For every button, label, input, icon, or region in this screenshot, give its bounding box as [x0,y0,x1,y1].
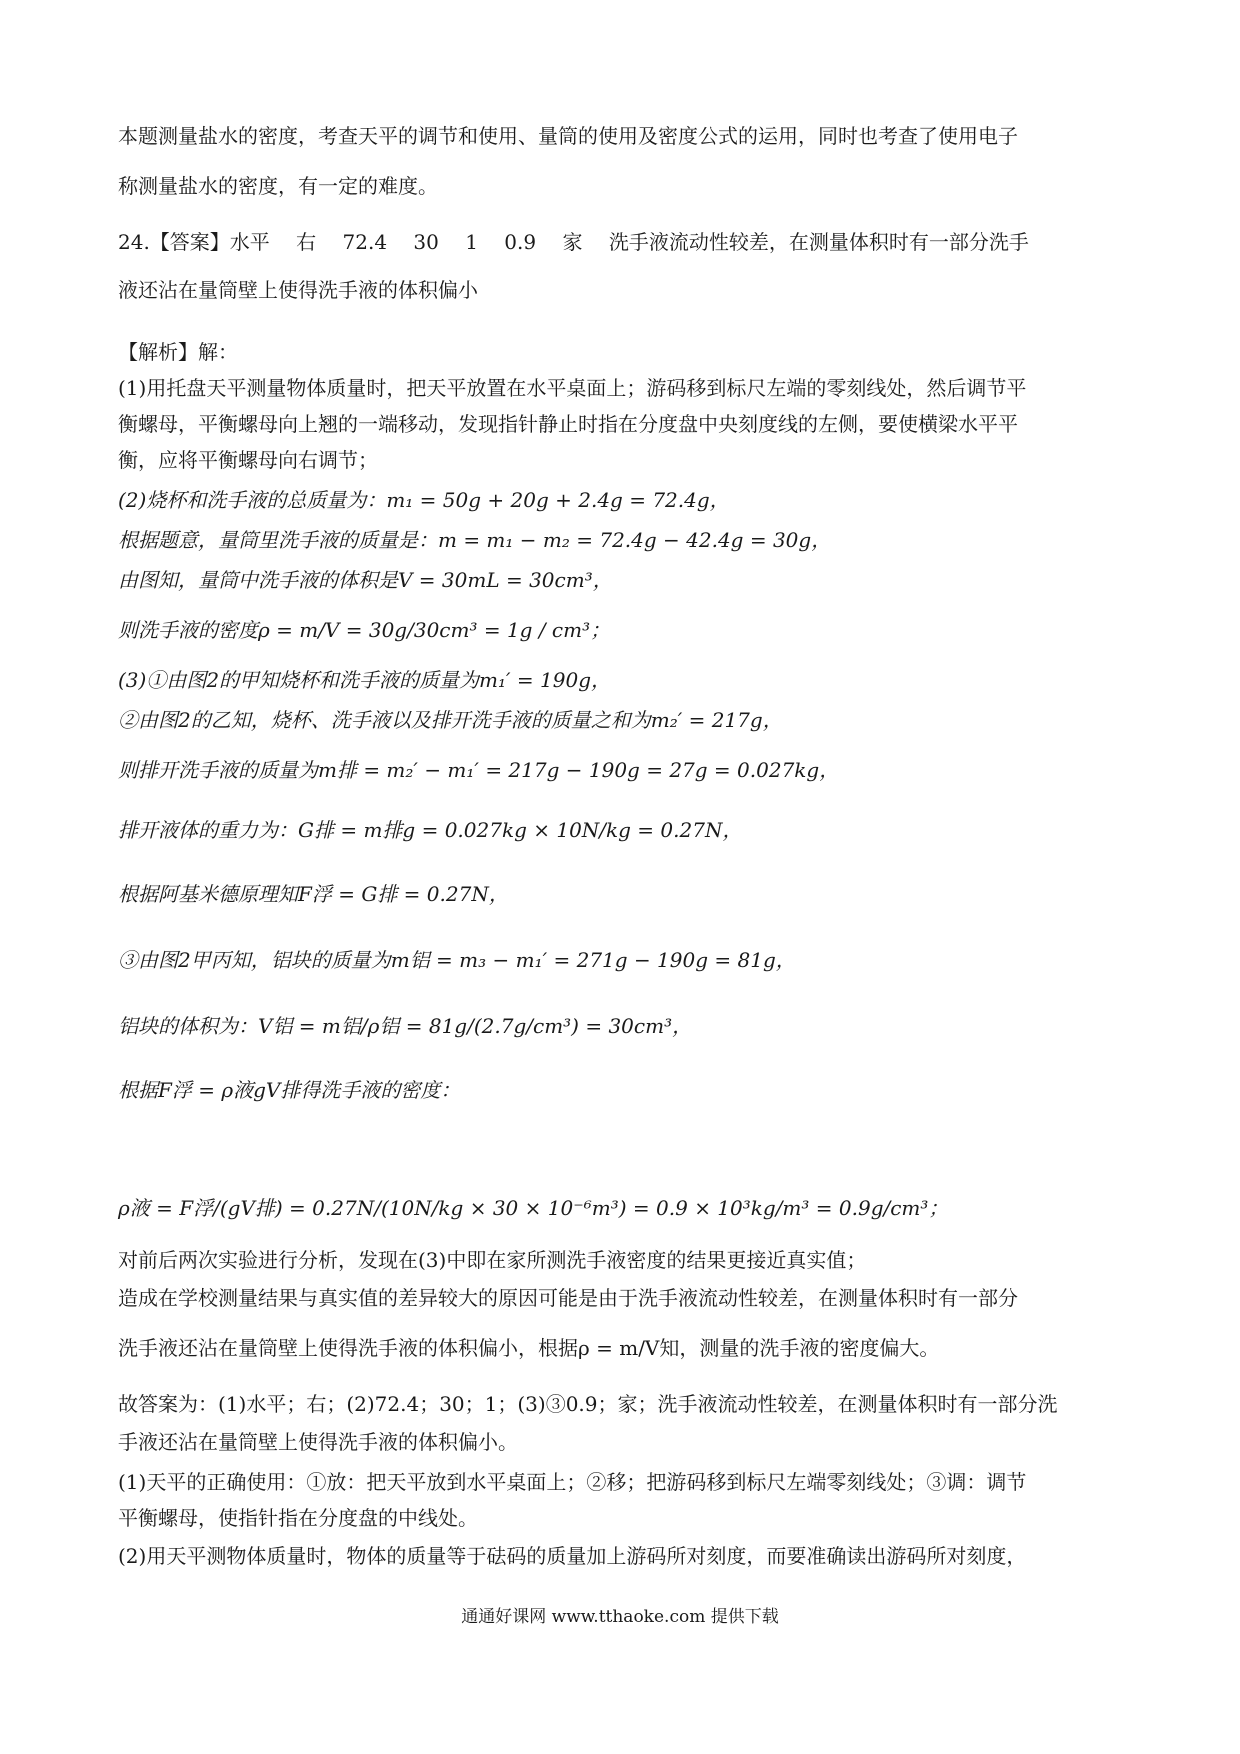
analysis-heading: 【解析】解： [118,340,238,364]
text-line: (2)用天平测物体质量时，物体的质量等于砝码的质量加上游码所对刻度，而要准确读出游码所对刻度， [118,1544,1027,1568]
formula-line: ②由图2的乙知，烧杯、洗手液以及排开洗手液的质量之和为m₂′ = 217g， [118,708,783,732]
text-line: 衡螺母，平衡螺母向上翘的一端移动，发现指针静止时指在分度盘中央刻度线的左侧，要使横梁水平平 [118,412,1018,436]
answer-line: 24.【答案】水平 右 72.4 30 1 0.9 家 洗手液流动性较差，在测量体积时有一部分洗手 [118,230,1029,254]
formula-line: 根据F浮 = ρ液gV排得洗手液的密度： [118,1078,461,1102]
formula-line: (2)烧杯和洗手液的总质量为：m₁ = 50g + 20g + 2.4g = 72.4g， [118,488,730,512]
text-line: (1)天平的正确使用：①放：把天平放到水平桌面上；②移；把游码移到标尺左端零刻线处；③调：调节 [118,1470,1027,1494]
formula-line: 则排开洗手液的质量为m排 = m₂′ − m₁′ = 217g − 190g = 27g = 0.027kg， [118,758,840,782]
text-line: (1)用托盘天平测量物体质量时，把天平放置在水平桌面上；游码移到标尺左端的零刻线处，然后调节平 [118,376,1027,400]
formula-line: (3)①由图2的甲知烧杯和洗手液的质量为m₁′ = 190g， [118,668,612,692]
formula-line: 铝块的体积为：V铝 = m铝/ρ铝 = 81g/(2.7g/cm³) = 30cm³， [118,1014,693,1038]
text-line: 称测量盐水的密度，有一定的难度。 [118,174,438,198]
formula-line: 根据阿基米德原理知F浮 = G排 = 0.27N， [118,882,509,906]
text-line: 故答案为：(1)水平；右；(2)72.4；30；1；(3)③0.9；家；洗手液流动性较差，在测量体积时有一部分洗 [118,1392,1058,1416]
footer-source: 通通好课网 www.tthaoke.com 提供下载 [461,1607,779,1627]
formula-line: 排开液体的重力为：G排 = m排g = 0.027kg × 10N/kg = 0.27N， [118,818,743,842]
text-line: 洗手液还沾在量筒壁上使得洗手液的体积偏小，根据ρ = m/V知，测量的洗手液的密度偏大。 [118,1336,940,1360]
text-line: 对前后两次实验进行分析，发现在(3)中即在家所测洗手液密度的结果更接近真实值； [118,1248,867,1272]
text-line: 造成在学校测量结果与真实值的差异较大的原因可能是由于洗手液流动性较差，在测量体积时有一部分 [118,1286,1018,1310]
text-line: 手液还沾在量筒壁上使得洗手液的体积偏小。 [118,1430,518,1454]
formula-line: ③由图2甲丙知，铝块的质量为m铝 = m₃ − m₁′ = 271g − 190g = 81g， [118,948,796,972]
text-line: 本题测量盐水的密度，考查天平的调节和使用、量筒的使用及密度公式的运用，同时也考查了使用电子 [118,124,1018,148]
formula-line: ρ液 = F浮/(gV排) = 0.27N/(10N/kg × 30 × 10⁻⁶m³) = 0.9 × 10³kg/m³ = 0.9g/cm³； [118,1196,949,1220]
formula-line: 由图知，量筒中洗手液的体积是V = 30mL = 30cm³， [118,568,613,592]
formula-line: 根据题意，量筒里洗手液的质量是：m = m₁ − m₂ = 72.4g − 42.4g = 30g， [118,528,832,552]
text-line: 衡，应将平衡螺母向右调节； [118,448,378,472]
formula-line: 则洗手液的密度ρ = m/V = 30g/30cm³ = 1g / cm³； [118,618,611,642]
answer-line: 液还沾在量筒壁上使得洗手液的体积偏小 [118,278,478,302]
text-line: 平衡螺母，使指针指在分度盘的中线处。 [118,1506,478,1530]
